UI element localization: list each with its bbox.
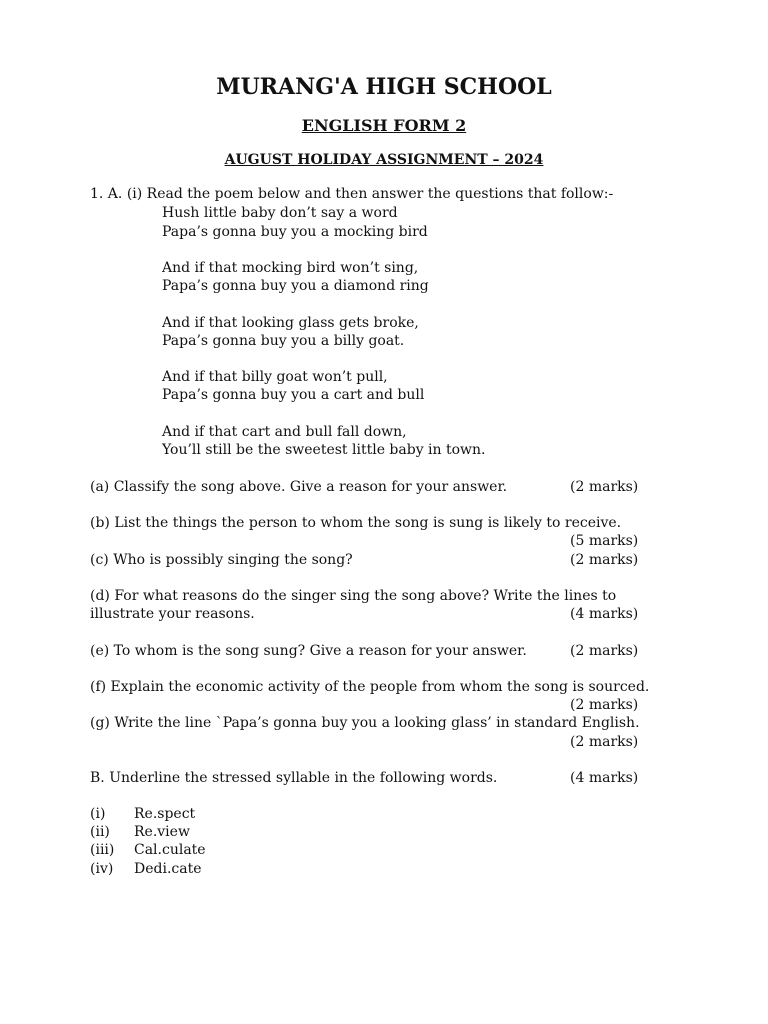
section-b-instruction: B. Underline the stressed syllable in the following words.: [90, 770, 498, 786]
poem-line: And if that billy goat won’t pull,: [162, 369, 388, 385]
word-item: Re.view: [134, 824, 190, 840]
question-c: (c) Who is possibly singing the song?: [90, 552, 353, 568]
question-d-marks: (4 marks): [570, 606, 639, 622]
poem-line: Hush little baby don’t say a word: [162, 205, 398, 221]
question-a-marks: (2 marks): [570, 479, 639, 495]
question-g-marks: (2 marks): [570, 734, 639, 750]
question-b-marks: (5 marks): [570, 533, 639, 549]
school-title: MURANG'A HIGH SCHOOL: [216, 74, 552, 100]
question-f-marks: (2 marks): [570, 697, 639, 713]
question-a: (a) Classify the song above. Give a reason for your answer.: [90, 479, 508, 495]
question-d: (d) For what reasons do the singer sing the song above? Write the lines to: [90, 588, 617, 604]
question-e: (e) To whom is the song sung? Give a reason for your answer.: [90, 643, 527, 659]
subject-title: ENGLISH FORM 2: [301, 116, 467, 135]
poem-line: And if that cart and bull fall down,: [162, 424, 407, 440]
section-b-marks: (4 marks): [570, 770, 639, 786]
poem-line: You’ll still be the sweetest little baby in town.: [162, 442, 486, 458]
poem-line: Papa’s gonna buy you a diamond ring: [162, 278, 429, 294]
word-item: Re.spect: [134, 806, 196, 822]
question-d-cont: illustrate your reasons.: [90, 606, 255, 622]
word-number: (iii): [90, 842, 115, 858]
question-c-marks: (2 marks): [570, 552, 639, 568]
question-b: (b) List the things the person to whom the song is sung is likely to receive.: [90, 515, 622, 531]
word-number: (iv): [90, 861, 114, 877]
poem-line: Papa’s gonna buy you a mocking bird: [162, 224, 428, 240]
word-number: (i): [90, 806, 106, 822]
poem-line: Papa’s gonna buy you a billy goat.: [162, 333, 405, 349]
poem-line: Papa’s gonna buy you a cart and bull: [162, 387, 425, 403]
poem-line: And if that looking glass gets broke,: [162, 315, 419, 331]
word-number: (ii): [90, 824, 110, 840]
assignment-title: AUGUST HOLIDAY ASSIGNMENT – 2024: [224, 152, 544, 168]
question-f: (f) Explain the economic activity of the people from whom the song is sourced.: [90, 679, 650, 695]
word-item: Cal.culate: [134, 842, 206, 858]
question-e-marks: (2 marks): [570, 643, 639, 659]
question-intro: 1. A. (i) Read the poem below and then answer the questions that follow:-: [90, 186, 614, 202]
poem-line: And if that mocking bird won’t sing,: [162, 260, 419, 276]
question-g: (g) Write the line `Papa’s gonna buy you a looking glass’ in standard English.: [90, 715, 640, 731]
word-item: Dedi.cate: [134, 861, 202, 877]
